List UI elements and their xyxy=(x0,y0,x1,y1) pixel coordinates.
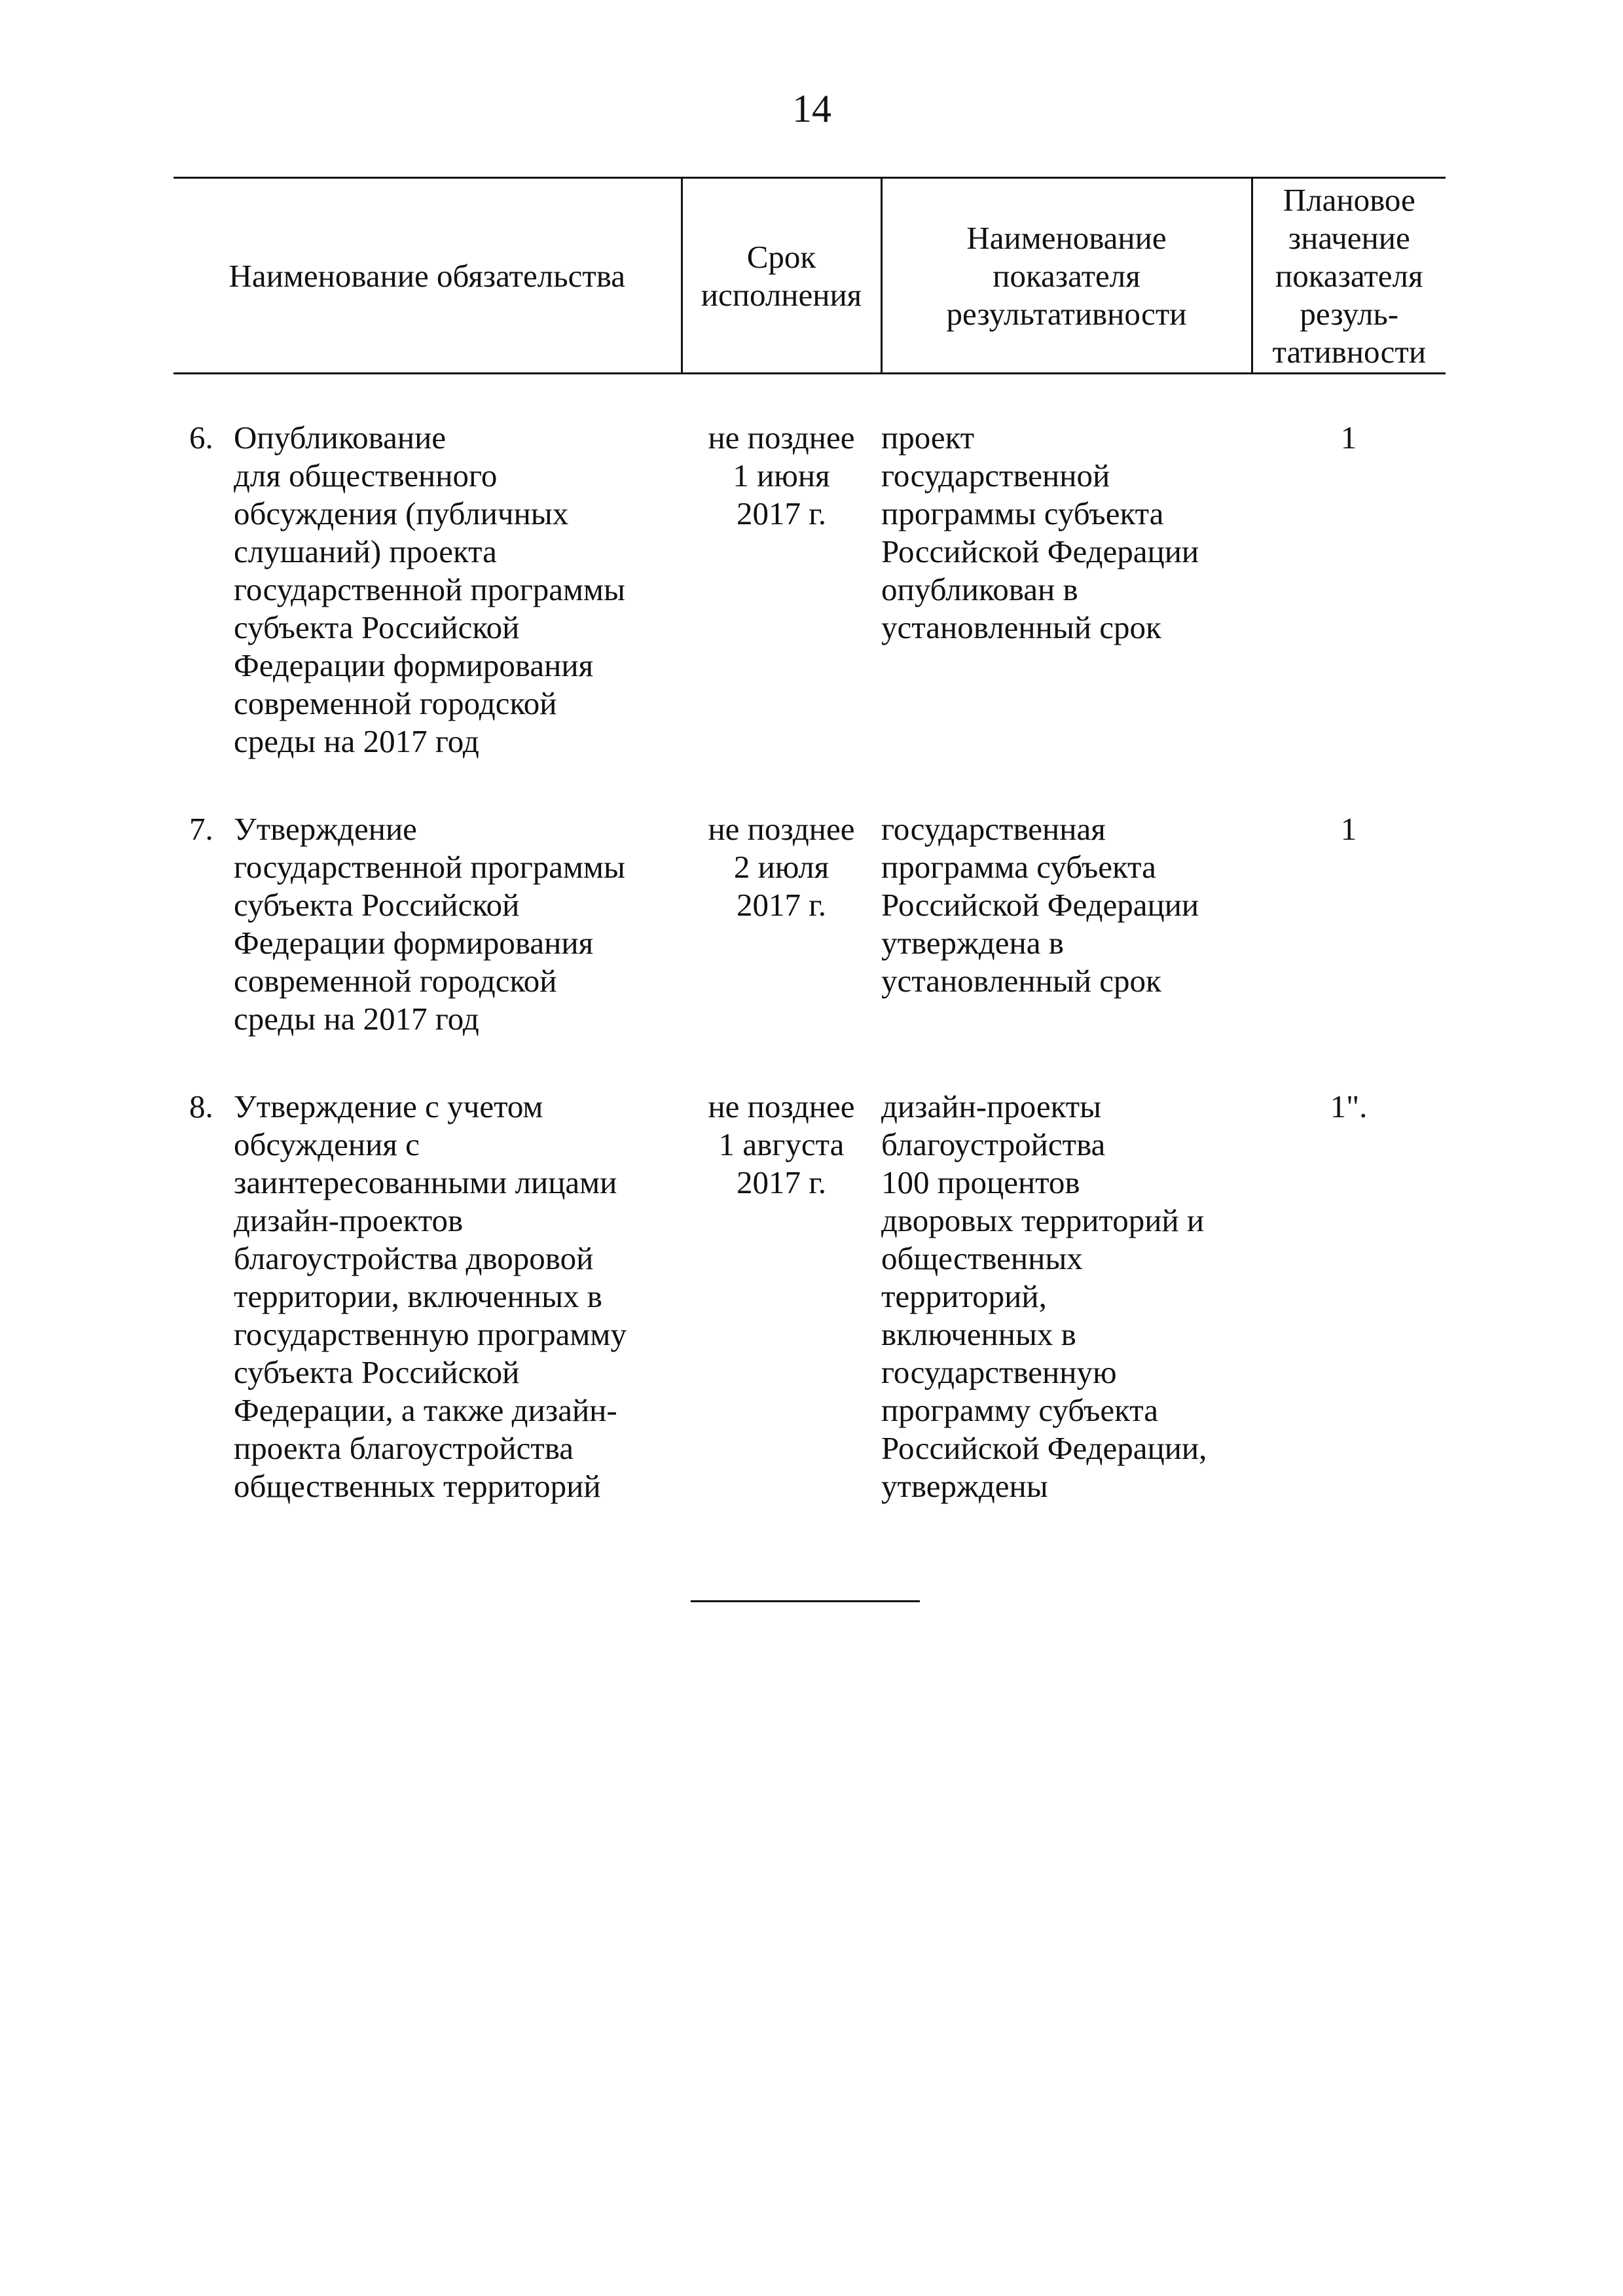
row-number: 7. xyxy=(189,811,213,847)
deadline-cell: не позднее 1 июня 2017 г. xyxy=(708,420,855,531)
end-of-document-rule xyxy=(691,1600,920,1602)
planned-value-cell: 1 xyxy=(1340,811,1357,847)
deadline-cell: не позднее 2 июля 2017 г. xyxy=(708,811,855,923)
obligation-text: Опубликование для общественного обсуждения (публичных слушаний) проекта государственной программы субъекта Российской Федерации формирования современной городской среды на 2017 год xyxy=(234,420,625,759)
table-row xyxy=(173,761,1446,1038)
indicator-cell: дизайн-проекты благоустройства 100 процентов дворовых территорий и общественных территорий, включенных в государственную программу субъекта Российской Федерации, утверждены xyxy=(881,1088,1207,1504)
row-number: 6. xyxy=(189,420,213,456)
planned-value-cell: 1 xyxy=(1340,420,1357,456)
obligation-text: Утверждение с учетом обсуждения с заинтересованными лицами дизайн-проектов благоустройства дворовой территории, включенных в государственную программу субъекта Российской Федерации, а также дизайн- проекта благоустройства общественных территорий xyxy=(234,1088,627,1504)
table-row xyxy=(173,1038,1446,1505)
obligation-cell xyxy=(173,761,682,1038)
header-planned-value: Плановое значение показателя резуль- тативности xyxy=(1252,178,1446,374)
obligations-table xyxy=(173,177,1446,1505)
planned-value-cell: 1". xyxy=(1330,1088,1368,1124)
row-number: 8. xyxy=(189,1088,213,1124)
header-deadline: Срок исполнения xyxy=(682,178,881,374)
indicator-cell: проект государственной программы субъекта Российской Федерации опубликован в установленный срок xyxy=(881,420,1199,645)
obligation-cell xyxy=(173,374,682,761)
header-obligation: Наименование обязательства xyxy=(173,178,682,374)
table-row xyxy=(173,374,1446,761)
page-number: 14 xyxy=(792,87,831,130)
deadline-cell: не позднее 1 августа 2017 г. xyxy=(708,1088,855,1200)
obligation-text: Утверждение государственной программы субъекта Российской Федерации формирования современной городской среды на 2017 год xyxy=(234,811,625,1037)
header-indicator: Наименование показателя результативности xyxy=(881,178,1252,374)
table-header-row xyxy=(173,178,1446,374)
obligation-cell xyxy=(173,1038,682,1505)
indicator-cell: государственная программа субъекта Российской Федерации утверждена в установленный срок xyxy=(881,811,1199,999)
